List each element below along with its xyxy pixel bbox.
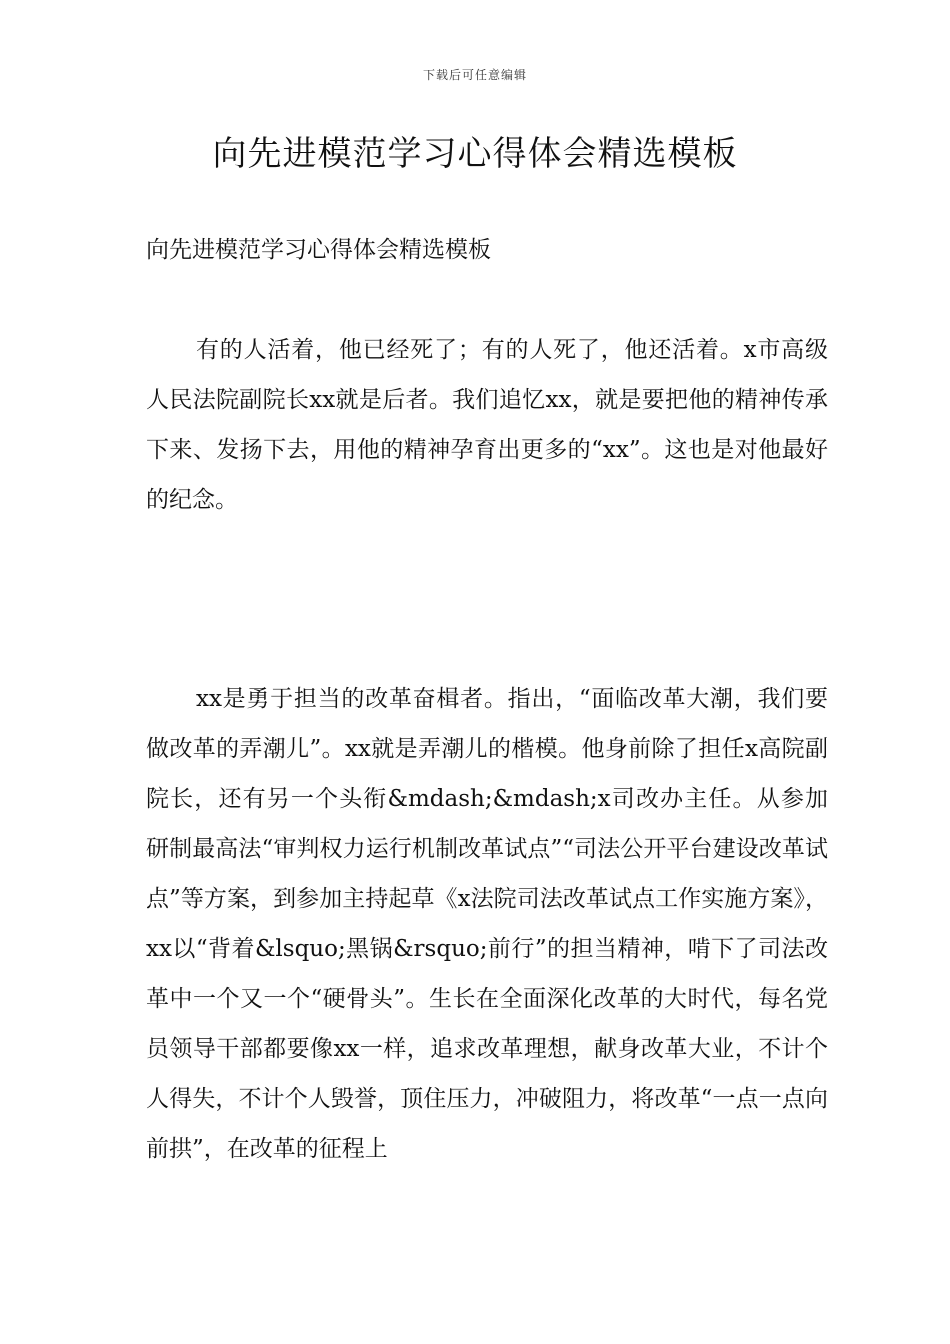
paragraph-1: 有的人活着，他已经死了；有的人死了，他还活着。x市高级人民法院副院长xx就是后者。我们追忆xx，就是要把他的精神传承下来、发扬下去，用他的精神孕育出更多的“xx”。这也是对他最好的纪念。: [146, 337, 828, 513]
document-title: 向先进模范学习心得体会精选模板: [212, 134, 738, 174]
header-note: 下载后可任意编辑: [422, 68, 527, 82]
paragraph-2: xx是勇于担当的改革奋楫者。指出，“面临改革大潮，我们要做改革的弄潮儿”。xx就是弄潮儿的楷模。他身前除了担任x高院副院长，还有另一个头衔&mdash;&mdash;x司改办主任。从参加研制最高法“审判权力运行机制改革试点”“司法公开平台建设改革试点”等方案，到参加主持起草《x法院司法改革试点工作实施方案》，xx以“背着&lsquo;黑锅&rsquo;前行”的担当精神，啃下了司法改革中一个又一个“硬骨头”。生长在全面深化改革的大时代，每名党员领导干部都要像xx一样，追求改革理想，献身改革大业，不计个人得失，不计个人毁誉，顶住压力，冲破阻力，将改革“一点一点向前拱”，在改革的征程上: [146, 686, 828, 1162]
document-subtitle: 向先进模范学习心得体会精选模板: [146, 237, 491, 263]
